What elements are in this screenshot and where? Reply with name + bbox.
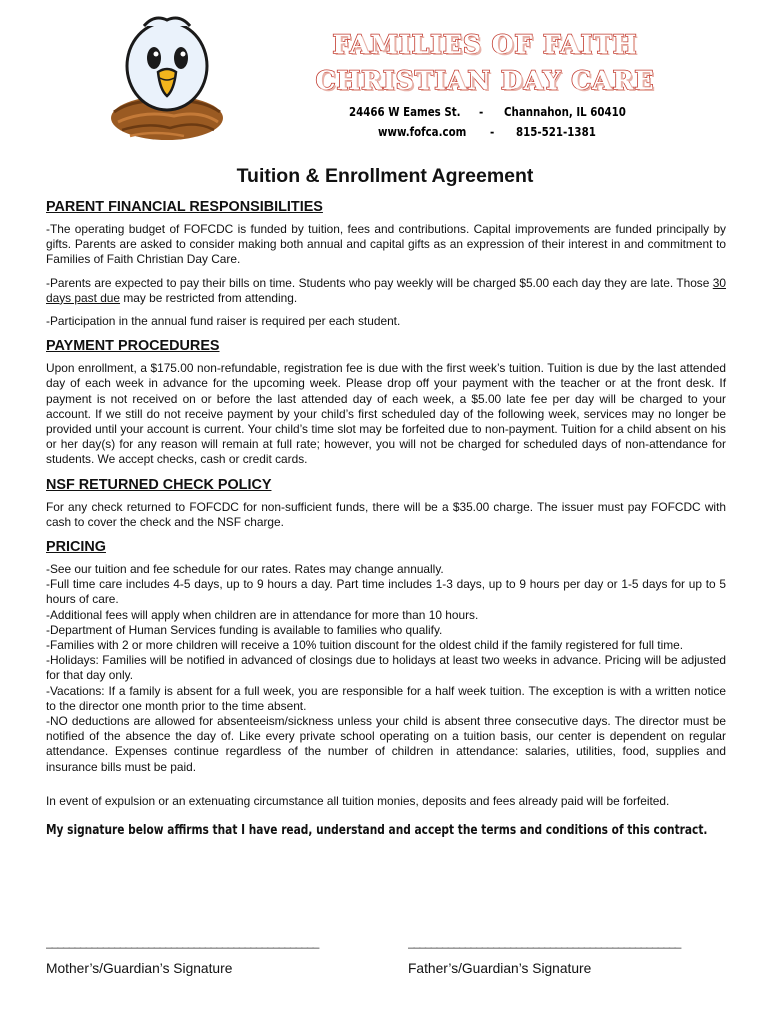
pricing-item: -Full time care includes 4-5 days, up to 9 hours a day. Part time includes 1-3 days, up to 9 hours per day or 1-5 days for up to 5 hours of care.	[46, 577, 726, 607]
pricing-item: -Families with 2 or more children will receive a 10% tuition discount for the oldest child if the family registered for full time.	[46, 638, 684, 653]
father-signature-label: Father’s/Guardian’s Signature	[408, 961, 592, 976]
payment-paragraph: Upon enrollment, a $175.00 non-refundable, registration fee is due with the first week’s tuition. Tuition is due by the last attended day of each week in advance for the upcoming week. Please drop off your payment with the teacher or at the front desk. If payment is not received on or before the last attended day of each week, a $5.00 late fee per day will be charged to your account. If we still do not receive payment by your child’s first scheduled day of the following week, services may no longer be provided until your account is current. Your child’s time slot may be forfeited due to non-payment. Tuition for a child absent on his or her day(s) for any reason will remain at full rate; however, you will not be charged for scheduled days of non-attendance for students. We accept checks, cash or credit cards.	[46, 361, 726, 467]
phone-separator: -	[490, 124, 495, 139]
phone: 815-521-1381	[516, 124, 596, 139]
address: 24466 W Eames St.	[349, 104, 461, 119]
org-name-line1: FAMILIES OF FAITH	[332, 30, 638, 59]
financial-paragraph-3: -Participation in the annual fund raiser is required per each student.	[46, 314, 401, 329]
eagle-icon	[127, 18, 207, 110]
website: www.fofca.com	[378, 124, 467, 139]
pricing-item: -Vacations: If a family is absent for a full week, you are responsible for a half week tuition. The exception is with a written notice to the director one month prior to the time absent.	[46, 683, 726, 713]
pricing-item: -Holidays: Families will be notified in advanced of closings due to holidays at least two weeks in advance. Pricing will be adjusted for that day only.	[46, 653, 726, 683]
financial-p2-text-a: -Parents are expected to pay their bills on time. Students who pay weekly will be charged $5.00 each day they are late. Those	[46, 275, 713, 290]
pricing-heading: PRICING	[46, 539, 106, 556]
document-title: Tuition & Enrollment Agreement	[236, 165, 534, 187]
pricing-item: -Additional fees will apply when children are in attendance for more than 10 hours.	[46, 607, 479, 622]
pricing-item: -See our tuition and fee schedule for our rates. Rates may change annually.	[46, 562, 444, 577]
org-name-line2: CHRISTIAN DAY CARE	[315, 66, 655, 95]
expulsion-notice: In event of expulsion or an extenuating circumstance all tuition monies, deposits and fees already paid will be forfeited.	[46, 793, 670, 808]
nsf-paragraph: For any check returned to FOFCDC for non-sufficient funds, there will be a $35.00 charge. The issuer must pay FOFCDC with cash to cover the check and the NSF charge.	[46, 499, 726, 529]
father-signature-line[interactable]: ________________________________________________	[408, 935, 681, 949]
financial-heading: PARENT FINANCIAL RESPONSIBILITIES	[46, 199, 323, 215]
city: Channahon, IL 60410	[504, 104, 626, 119]
mother-signature-label: Mother’s/Guardian’s Signature	[46, 961, 233, 976]
address-separator: -	[479, 104, 484, 119]
past-due-term: 30 days past due	[46, 275, 726, 305]
pricing-item: -NO deductions are allowed for absenteeism/sickness unless your child is absent three consecutive days. The director must be notified of the absence the day of. Like every private school operating on a tuition basis, our center is dependent on regular attendance. Expenses continue regardless of the number of children in attendance: salaries, utilities, food, supplies and insurance bills must be paid.	[46, 714, 726, 774]
nsf-heading: NSF RETURNED CHECK POLICY	[46, 476, 272, 493]
agreement-body	[46, 198, 726, 838]
pricing-list	[46, 562, 726, 775]
pricing-item: -Department of Human Services funding is available to families who qualify.	[46, 622, 443, 637]
financial-p2-text-b: may be restricted from attending.	[120, 290, 298, 305]
payment-heading: PAYMENT PROCEDURES	[46, 338, 220, 355]
signature-affirmation: My signature below affirms that I have read, understand and accept the terms and conditions of this contract.	[46, 823, 708, 839]
mother-signature-line[interactable]: ________________________________________________	[46, 935, 319, 949]
eagle-logo	[104, 6, 230, 146]
financial-paragraph-1: -The operating budget of FOFCDC is funded by tuition, fees and contributions. Capital improvements are funded principally by gifts. Parents are asked to consider making both annual and capital gifts as an expression of their interest in and commitment to Families of Faith Christian Day Care.	[46, 222, 726, 267]
financial-paragraph-2	[46, 276, 726, 306]
